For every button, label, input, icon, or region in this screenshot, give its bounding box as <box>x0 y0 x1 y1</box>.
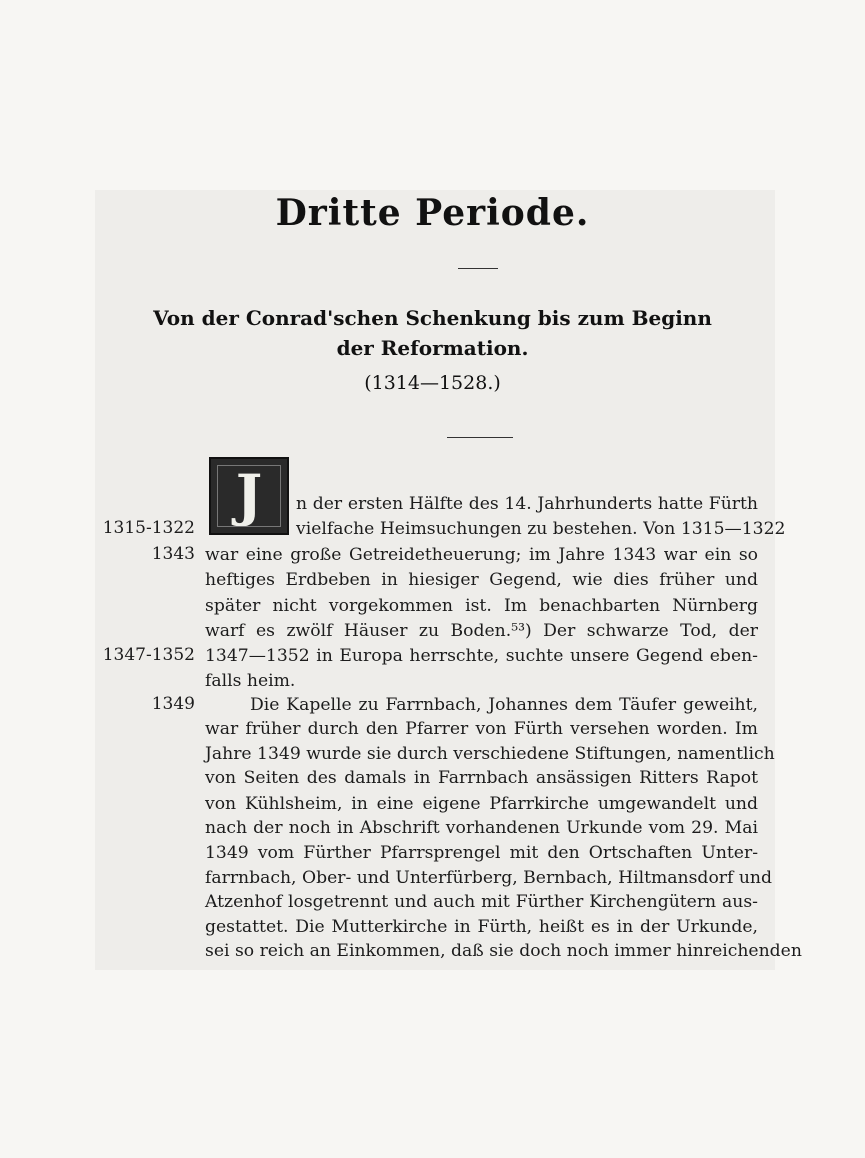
section-rule <box>447 437 513 438</box>
subtitle-line-1: Von der Conrad'schen Schenkung bis zum Beginn <box>153 306 712 330</box>
text-line: Jahre 1349 wurde sie durch verschiedene Stiftungen, namentlich <box>205 744 775 764</box>
drop-cap-letter: J <box>235 463 263 529</box>
text-line: farrnbach, Ober- und Unterfürberg, Bernbach, Hiltmansdorf und <box>205 868 772 888</box>
margin-note: 1315-1322 <box>102 518 195 538</box>
subtitle-line-2: der Reformation. <box>336 336 529 360</box>
title-rule <box>458 268 498 269</box>
text-line: später nicht vorgekommen ist. Im benachbarten Nürnberg <box>205 596 758 616</box>
period-title: Dritte Periode. <box>275 192 590 234</box>
text-line: gestattet. Die Mutterkirche in Fürth, heißt es in der Urkunde, <box>205 917 758 937</box>
text-line: Die Kapelle zu Farrnbach, Johannes dem Täufer geweiht, <box>250 695 758 715</box>
text-line: war früher durch den Pfarrer von Fürth versehen worden. Im <box>205 719 758 739</box>
text-line: sei so reich an Einkommen, daß sie doch noch immer hinreichenden <box>205 941 802 961</box>
margin-note: 1349 <box>151 694 195 714</box>
text-line: n der ersten Hälfte des 14. Jahrhunderts hatte Fürth <box>296 494 758 514</box>
margin-note: 1347-1352 <box>102 645 195 665</box>
text-line: warf es zwölf Häuser zu Boden.⁵³) Der schwarze Tod, der <box>205 621 758 641</box>
chapter-subtitle <box>0 303 865 363</box>
text-line: war eine große Getreidetheuerung; im Jahre 1343 war ein so <box>205 545 758 565</box>
chapter-years: (1314—1528.) <box>364 372 501 394</box>
text-line: falls heim. <box>205 671 296 691</box>
text-line: heftiges Erdbeben in hiesiger Gegend, wie dies früher und <box>205 570 758 590</box>
drop-cap-ornament-frame <box>217 465 281 527</box>
text-line: vielfache Heimsuchungen zu bestehen. Von 1315—1322 <box>296 519 786 539</box>
drop-cap-initial <box>209 457 289 535</box>
text-line: 1349 vom Fürther Pfarrsprengel mit den Ortschaften Unter- <box>205 843 758 863</box>
text-line: nach der noch in Abschrift vorhandenen Urkunde vom 29. Mai <box>205 818 758 838</box>
text-line: 1347—1352 in Europa herrschte, suchte unsere Gegend eben- <box>205 646 758 666</box>
text-line: von Seiten des damals in Farrnbach ansässigen Ritters Rapot <box>205 768 758 788</box>
text-line: von Kühlsheim, in eine eigene Pfarrkirche umgewandelt und <box>205 794 758 814</box>
text-line: Atzenhof losgetrennt und auch mit Fürther Kirchengütern aus- <box>205 892 758 912</box>
margin-note: 1343 <box>151 544 195 564</box>
